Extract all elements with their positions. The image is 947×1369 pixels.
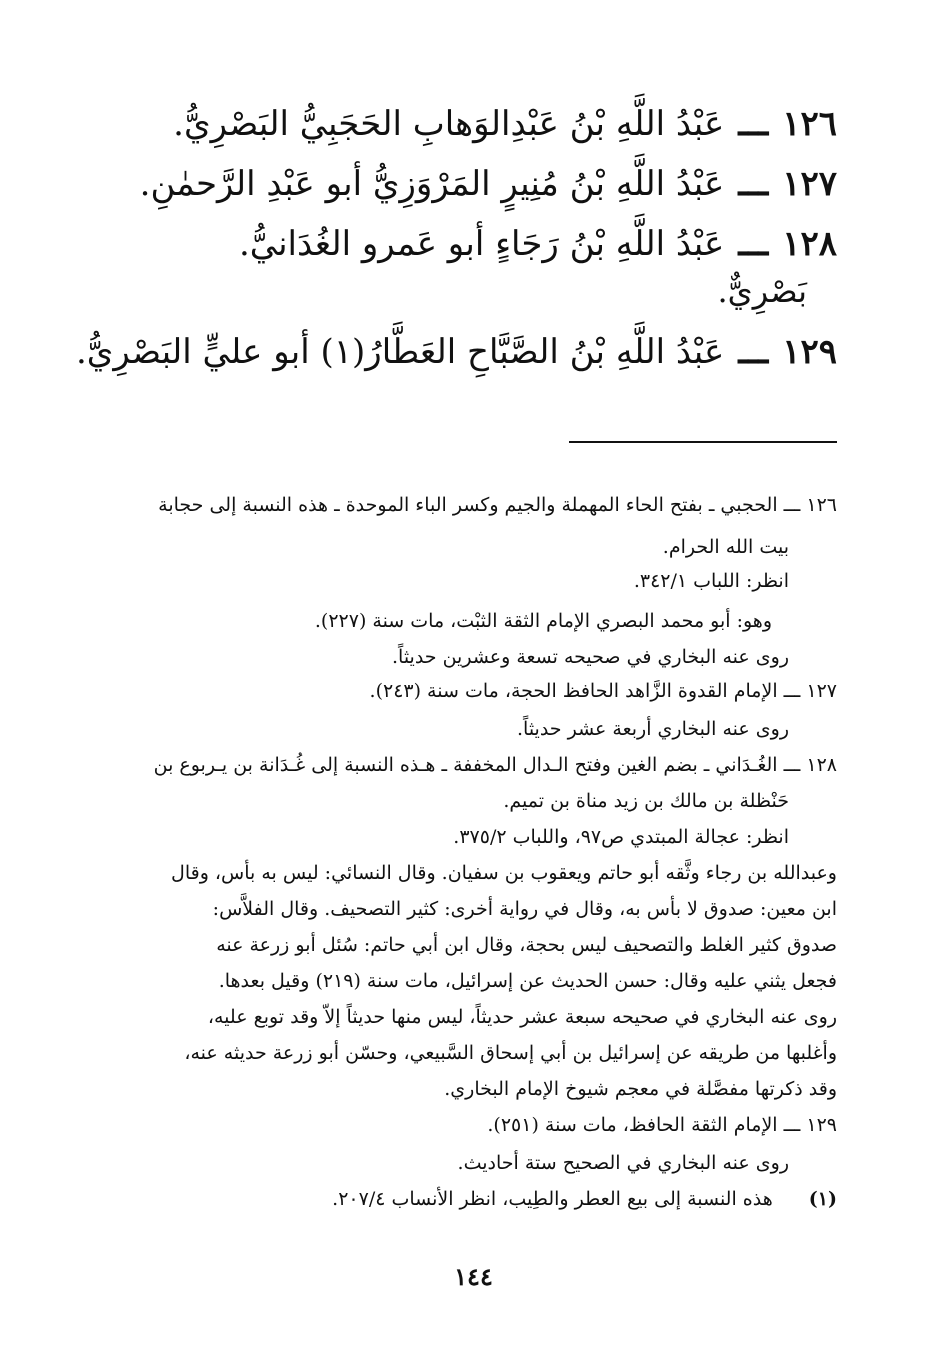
footnote-128-line: وقد ذكرتها مفصَّلة في معجم شيوخ الإمام البخاري. (444, 1078, 837, 1100)
footnote-129-line: ١٢٩ ـــ الإمام الثقة الحافظ، مات سنة (٢٥١). (487, 1114, 837, 1136)
footnote-127-line: روى عنه البخاري أربعة عشر حديثاً. (516, 718, 789, 740)
footnote-126-line: انظر: اللباب ٣٤٢/١. (633, 570, 789, 592)
footnote-128-line: حَنْظلة بن مالك بن زيد مناة بن تميم. (503, 790, 789, 812)
footnote-126-line: وهو: أبو محمد البصري الإمام الثقة الثبْت، مات سنة (٢٢٧). (314, 610, 772, 632)
footnote-note-1 (100, 1184, 837, 1214)
entry-126 (90, 100, 837, 148)
footnote-marker: (١) (808, 1188, 837, 1210)
entry-dash: ـــ (738, 164, 769, 204)
entry-text: عَبْدُ اللَّهِ بْنُ عَبْدِالوَهابِ الحَجَبِيُّ البَصْرِيُّ. (173, 104, 725, 144)
footnote-126-line: بيت الله الحرام. (662, 536, 789, 558)
entry-128 (90, 220, 837, 268)
entry-number: ١٢٨ (782, 224, 837, 264)
footnote-127-line: ١٢٧ ـــ الإمام القدوة الزَّاهد الحافظ الحجة، مات سنة (٢٤٣). (369, 680, 837, 702)
entry-129 (76, 328, 837, 376)
footnote-128-line: روى عنه البخاري في صحيحه سبعة عشر حديثاً، ليس منها حديثاً إلاّ وقد توبع عليه، (207, 1006, 837, 1028)
footnote-128-line: فجعل يثني عليه وقال: حسن الحديث عن إسرائيل، مات سنة (٢١٩) وقيل بعدها. (218, 970, 837, 992)
page-number: ١٤٤ (454, 1262, 493, 1291)
entry-number: ١٢٧ (782, 164, 837, 204)
entry-127 (90, 160, 837, 208)
entry-text: عَبْدُ اللَّهِ بْنُ مُنِيرٍ المَرْوَزِيُّ أبو عَبْدِ الرَّحمٰنِ. (139, 164, 725, 204)
footnote-128-line: ابن معين: صدوق لا بأس به، وقال في رواية أخرى: كثير التصحيف. وقال الفلاَّس: (212, 898, 837, 920)
entry-dash: ـــ (738, 224, 769, 264)
entry-128-continuation: بَصْرِيٌّ. (717, 272, 807, 310)
footnote-separator (569, 441, 837, 443)
footnote-128-line: انظر: عجالة المبتدي ص٩٧، واللباب ٣٧٥/٢. (453, 826, 789, 848)
footnote-128-line: صدوق كثير الغلط والتصحيف ليس بحجة، وقال ابن أبي حاتم: سُئل أبو زرعة عنه (216, 934, 837, 956)
footnote-126-line: ١٢٦ ـــ الحجبي ـ بفتح الحاء المهملة والجيم وكسر الباء الموحدة ـ هذه النسبة إلى حجابة (158, 494, 837, 516)
entry-number: ١٢٦ (782, 104, 837, 144)
footnote-128-line: ١٢٨ ـــ الغُـدَاني ـ بضم الغين وفتح الـدال المخففة ـ هـذه النسبة إلى غُـدَانة بن يـربوع بن (153, 754, 837, 776)
entry-number: ١٢٩ (782, 332, 837, 372)
footnote-128-line: وعبدالله بن رجاء وثَّقه أبو حاتم ويعقوب بن سفيان. وقال النسائي: ليس به بأس، وقال (171, 862, 837, 884)
footnote-text: هذه النسبة إلى بيع العطر والطِيب، انظر الأنساب ٢٠٧/٤. (332, 1188, 773, 1210)
footnote-128-line: وأغلبها من طريقه عن إسرائيل بن أبي إسحاق السَّبيعي، وحسّن أبو زرعة حديثه عنه، (184, 1042, 837, 1064)
entry-text: عَبْدُ اللَّهِ بْنُ رَجَاءٍ أبو عَمرو الغُدَانيُّ. (238, 224, 725, 264)
entry-dash: ـــ (738, 332, 769, 372)
footnote-129-line: روى عنه البخاري في الصحيح ستة أحاديث. (457, 1152, 789, 1174)
entry-text: عَبْدُ اللَّهِ بْنُ الصَّبَّاحِ العَطَّارُ(١) أبو عليٍّ البَصْرِيُّ. (76, 332, 725, 372)
entry-dash: ـــ (738, 104, 769, 144)
footnote-126-line: روى عنه البخاري في صحيحه تسعة وعشرين حديثاً. (391, 646, 789, 668)
